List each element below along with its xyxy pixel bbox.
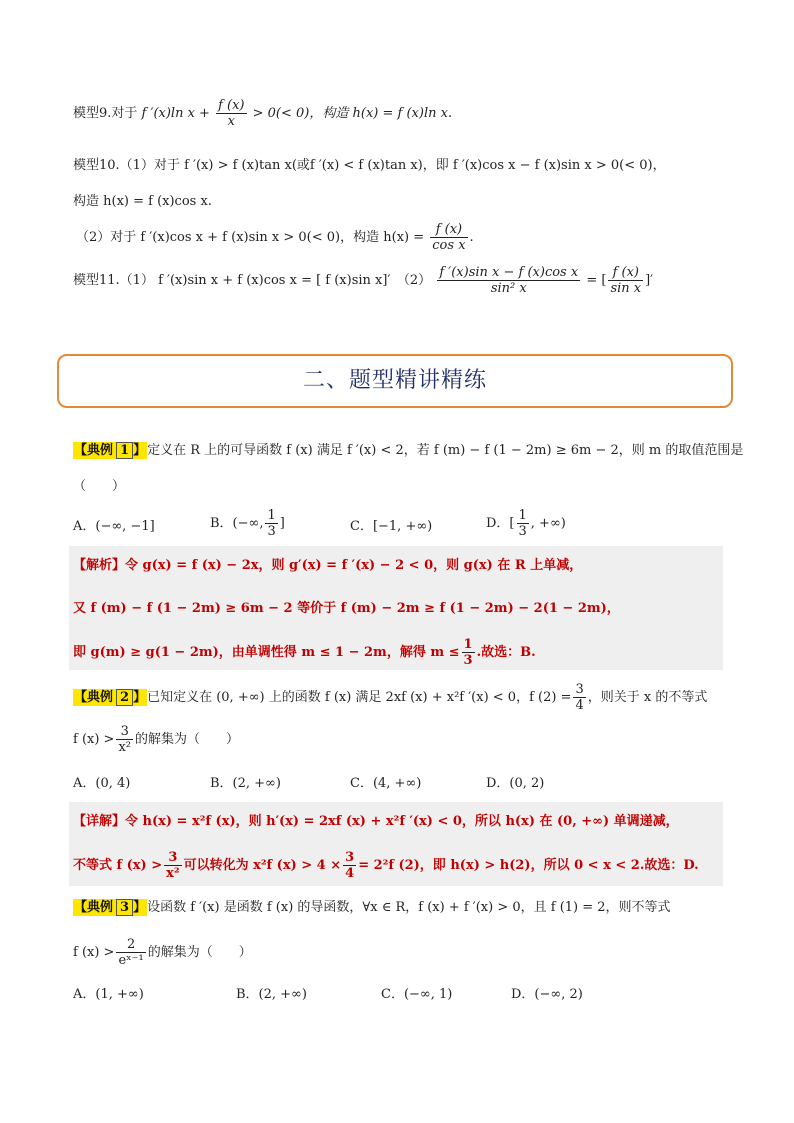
ex2-question-line: [73, 682, 707, 713]
ex2-solution-line2: [73, 850, 699, 881]
ex3-line2-end: 的解集为（ ）: [147, 945, 252, 960]
ex1-option-b[interactable]: [210, 508, 285, 539]
ex2-question-frac-num: 3: [575, 682, 584, 697]
model9-fraction: [216, 98, 246, 129]
ex3-question-line2: [73, 937, 252, 968]
model11-frac2-den: sin x: [610, 281, 642, 296]
model11-line: [73, 265, 653, 296]
model11-text: 模型11.（1） f ′(x)sin x + f (x)cos x = [ f (x)sin x]′ （2）: [73, 273, 432, 288]
model9-expr2: > 0(< 0)，构造: [252, 106, 349, 121]
ex1-paren: （ ）: [73, 479, 126, 494]
ex2-solution-fraction1: [164, 850, 181, 881]
model10-frac-den: cos x: [432, 238, 466, 253]
ex1-solution-line1: 【解析】令 g(x) = f (x) − 2x，则 g′(x) = f ′(x) − 2 < 0，则 g(x) 在 R 上单减，: [73, 558, 583, 573]
ex1-number: 1: [116, 442, 133, 459]
section-header-box: [57, 354, 733, 408]
ex3-option-b[interactable]: B．(2, +∞): [236, 987, 307, 1002]
ex2-option-b[interactable]: B．(2, +∞): [210, 776, 281, 791]
model11-mid: = [: [586, 273, 607, 288]
ex2-solution-frac2-num: 3: [345, 850, 355, 865]
ex1-option-b-fraction: [265, 508, 277, 539]
ex3-line2-frac-den: eˣ⁻¹: [118, 953, 144, 968]
ex2-line2-frac-den: x²: [118, 740, 131, 755]
ex1-option-c[interactable]: C．[−1, +∞): [350, 519, 433, 534]
ex2-solution-frac1-den: x²: [166, 866, 180, 881]
ex1-option-b-text: B．(−∞,: [210, 516, 264, 531]
ex3-line2-fraction: [116, 937, 145, 968]
ex2-number: 2: [116, 689, 133, 706]
model11-fraction: [437, 265, 580, 296]
ex1-solution-line2: 又 f (m) − f (1 − 2m) ≥ 6m − 2 等价于 f (m) − 2m ≥ f (1 − 2m) − 2(1 − 2m)，: [73, 601, 620, 616]
ex2-line2-text: f (x) >: [73, 732, 115, 747]
ex3-number: 3: [116, 899, 133, 916]
ex2-solution-line2-end: = 2²f (2)，即 h(x) > h(2)，所以 0 < x < 2.故选：D.: [358, 858, 699, 873]
model11-frac-num: f ′(x)sin x − f (x)cos x: [439, 265, 579, 280]
ex3-label-close: 】: [133, 900, 147, 915]
model9-end: .: [447, 106, 453, 121]
ex2-label: [73, 689, 147, 706]
ex2-solution-line2-text: 不等式 f (x) >: [73, 858, 163, 873]
model9-expr1: f ′(x)ln x +: [141, 106, 210, 121]
ex1-option-b-num: 1: [267, 508, 276, 523]
ex2-solution-frac2-den: 4: [345, 866, 355, 881]
ex3-line2-text: f (x) >: [73, 945, 115, 960]
ex1-question-line: [73, 442, 743, 460]
ex2-question-line2: [73, 724, 239, 755]
ex1-option-d-den: 3: [518, 524, 527, 539]
ex3-label-text: 【典例: [74, 900, 114, 915]
ex2-solution-frac1-num: 3: [164, 850, 181, 866]
ex2-label-close: 】: [133, 690, 147, 705]
ex2-solution-line2-mid: 可以转化为 x²f (x) > 4 ×: [183, 858, 342, 873]
ex2-option-d[interactable]: D．(0, 2): [486, 776, 545, 791]
ex1-option-d-text: D．[: [486, 516, 515, 531]
ex2-line2-fraction: [116, 724, 133, 755]
model9-label: 模型9.对于: [73, 106, 138, 121]
ex2-solution-line1: 【详解】令 h(x) = x²f (x)，则 h′(x) = 2xf (x) + x²f ′(x) < 0，所以 h(x) 在 (0, +∞) 单调递减，: [73, 814, 679, 829]
model11-end: ]′: [645, 273, 654, 288]
ex2-solution-fraction2: [343, 850, 356, 881]
ex1-option-a[interactable]: A．(−∞, −1]: [73, 519, 155, 534]
ex2-question-text-end: ，则关于 x 的不等式: [587, 690, 708, 705]
ex1-solution-frac-num: 1: [463, 637, 473, 652]
model11-fraction2: [608, 265, 643, 296]
ex1-solution-line3-end: .故选：B.: [476, 645, 536, 660]
ex2-question-text: 已知定义在 (0, +∞) 上的函数 f (x) 满足 2xf (x) + x²f ′(x) < 0，f (2) =: [147, 690, 572, 705]
ex2-question-fraction: [573, 682, 585, 713]
ex1-label-text: 【典例: [74, 443, 114, 458]
ex1-solution-line3: [73, 637, 536, 668]
model10-line2: 构造 h(x) = f (x)cos x.: [73, 194, 212, 209]
ex1-solution-line3-text: 即 g(m) ≥ g(1 − 2m)，由单调性得 m ≤ 1 − 2m，解得 m ≤: [73, 645, 460, 660]
model11-frac2-num: f (x): [608, 265, 643, 281]
model9-construct: h(x) = f (x)ln x: [352, 106, 448, 121]
ex1-label-close: 】: [133, 443, 147, 458]
model10-line3-text: （2）对于 f ′(x)cos x + f (x)sin x > 0(< 0)，构造 h(x) =: [76, 230, 425, 245]
section-title: 二、题型精讲精练: [302, 368, 487, 393]
ex1-option-b-end: ]: [279, 516, 285, 531]
ex1-solution-fraction: [462, 637, 475, 668]
ex2-line2-end: 的解集为（ ）: [135, 732, 240, 747]
model9-line: [73, 98, 452, 129]
model10-line1: 模型10.（1）对于 f ′(x) > f (x)tan x(或f ′(x) < f (x)tan x)，即 f ′(x)cos x − f (x)sin x > 0(< 0)，: [73, 158, 666, 173]
ex2-question-frac-den: 4: [575, 698, 584, 713]
ex3-line2-frac-num: 2: [116, 937, 145, 953]
ex2-option-c[interactable]: C．(4, +∞): [350, 776, 422, 791]
ex1-option-d[interactable]: [486, 508, 566, 539]
ex1-option-d-fraction: [517, 508, 529, 539]
model11-frac-den: sin² x: [490, 281, 527, 296]
ex3-label: [73, 899, 147, 916]
model9-frac-num: f (x): [218, 98, 245, 113]
ex2-option-a[interactable]: A．(0, 4): [73, 776, 131, 791]
ex3-option-a[interactable]: A．(1, +∞): [73, 987, 144, 1002]
ex3-question-line: [73, 899, 671, 917]
ex1-solution-frac-den: 3: [463, 653, 473, 668]
model10-frac-num: f (x): [430, 222, 467, 238]
model10-line3: [76, 222, 474, 253]
model10-line3-end: .: [469, 230, 474, 245]
ex3-option-c[interactable]: C．(−∞, 1): [381, 987, 453, 1002]
model9-frac-den: x: [227, 114, 235, 129]
ex2-label-text: 【典例: [74, 690, 114, 705]
model10-fraction: [430, 222, 467, 253]
ex3-option-d[interactable]: D．(−∞, 2): [511, 987, 583, 1002]
ex1-question-text: 定义在 R 上的可导函数 f (x) 满足 f ′(x) < 2，若 f (m) − f (1 − 2m) ≥ 6m − 2，则 m 的取值范围是: [147, 443, 744, 458]
ex1-option-d-end: , +∞): [530, 516, 566, 531]
ex1-option-b-den: 3: [267, 524, 276, 539]
ex3-question-text: 设函数 f ′(x) 是函数 f (x) 的导函数，∀x ∈ R，f (x) + f ′(x) > 0，且 f (1) = 2，则不等式: [147, 900, 671, 915]
ex1-label: [73, 442, 147, 459]
ex2-line2-frac-num: 3: [116, 724, 133, 740]
ex1-option-d-num: 1: [518, 508, 527, 523]
